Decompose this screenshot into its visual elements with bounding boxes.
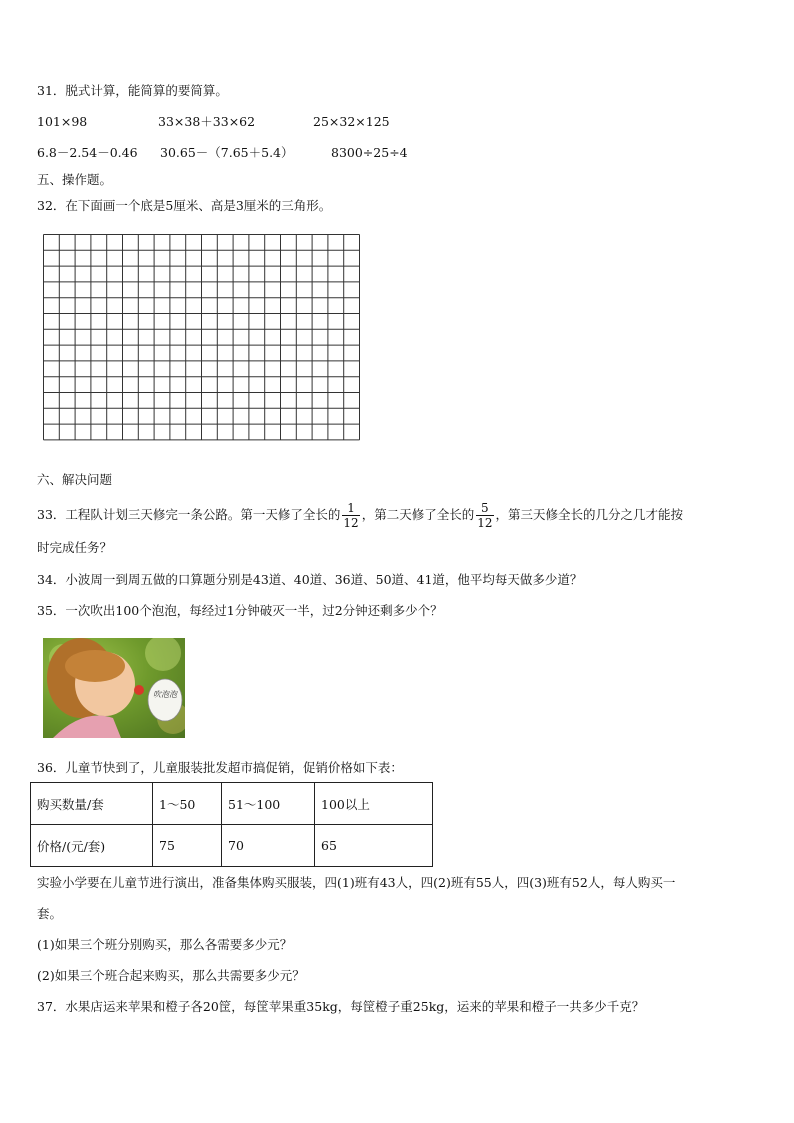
photo-illustration xyxy=(43,638,185,738)
girl-dress xyxy=(53,716,121,739)
section-5-heading: 五、操作题。 xyxy=(37,172,113,187)
q33-text-part3: ，第三天修全长的几分之几才能按 xyxy=(495,507,684,522)
q31-expr-1: 101×98 xyxy=(37,114,88,129)
q31-title: 31．脱式计算，能简算的要简算。 xyxy=(37,83,228,98)
q33-fraction-1-num: 1 xyxy=(342,501,359,516)
bubble-label-circle xyxy=(148,679,182,721)
girl-blowing-bubbles-photo xyxy=(43,638,185,738)
q33-fraction-1-den: 12 xyxy=(343,516,359,530)
q36-description-line-2: 套。 xyxy=(37,906,63,921)
q33-line-2: 时完成任务？ xyxy=(37,540,113,555)
q36-description-line-1: 实验小学要在儿童节进行演出，准备集体购买服装，四(1)班有43人，四(2)班有55人，四(3)班有52人，每人购买一 xyxy=(37,875,676,890)
q33-fraction-2 xyxy=(476,501,493,530)
girl-hair-top xyxy=(65,650,125,682)
table-cell: 价格/(元/套) xyxy=(31,825,153,867)
q31-expr-2: 33×38＋33×62 xyxy=(158,114,256,129)
q35-text: 35．一次吹出100个泡泡，每经过1分钟破灭一半，过2分钟还剩多少个？ xyxy=(37,603,443,618)
section-6-heading: 六、解决问题 xyxy=(37,472,113,487)
q34-text: 34．小波周一到周五做的口算题分别是43道、40道、36道、50道、41道，他平均每天做多少道？ xyxy=(37,572,583,587)
bokeh-2 xyxy=(145,638,181,671)
q33-text-part2: ，第二天修了全长的 xyxy=(361,507,475,522)
q31-expr-5: 30.65－（7.65＋5.4） xyxy=(160,145,294,160)
table-row xyxy=(31,783,433,825)
table-cell: 购买数量/套 xyxy=(31,783,153,825)
q36-subquestion-1: (1)如果三个班分别购买，那么各需要多少元？ xyxy=(37,937,293,952)
square-grid[interactable] xyxy=(43,234,361,442)
table-cell: 75 xyxy=(153,825,222,867)
q36-subquestion-2: (2)如果三个班合起来购买，那么共需要多少元？ xyxy=(37,968,305,983)
price-table xyxy=(30,782,433,867)
q31-expr-3: 25×32×125 xyxy=(313,114,390,129)
bubble-label-text: 吹泡泡 xyxy=(153,690,177,699)
table-cell: 100以上 xyxy=(315,783,433,825)
q33-fraction-1 xyxy=(342,501,359,530)
q33-fraction-2-den: 12 xyxy=(477,516,493,530)
q33-text-part1: 33．工程队计划三天修完一条公路。第一天修了全长的 xyxy=(37,507,341,522)
q36-title: 36．儿童节快到了，儿童服装批发超市搞促销，促销价格如下表： xyxy=(37,760,403,775)
q32-title: 32．在下面画一个底是5厘米、高是3厘米的三角形。 xyxy=(37,198,332,213)
q37-text: 37．水果店运来苹果和橙子各20筐，每筐苹果重35kg，每筐橙子重25kg，运来的苹果和橙子一共多少千克？ xyxy=(37,999,645,1014)
table-cell: 1～50 xyxy=(153,783,222,825)
table-cell: 51～100 xyxy=(222,783,315,825)
q33-fraction-2-num: 5 xyxy=(476,501,493,516)
table-cell: 70 xyxy=(222,825,315,867)
q33-line-1 xyxy=(37,497,683,533)
bubble-wand xyxy=(134,685,144,695)
table-cell: 65 xyxy=(315,825,433,867)
table-row xyxy=(31,825,433,867)
q31-expr-4: 6.8－2.54－0.46 xyxy=(37,145,138,160)
q31-expr-6: 8300÷25÷4 xyxy=(331,145,408,160)
